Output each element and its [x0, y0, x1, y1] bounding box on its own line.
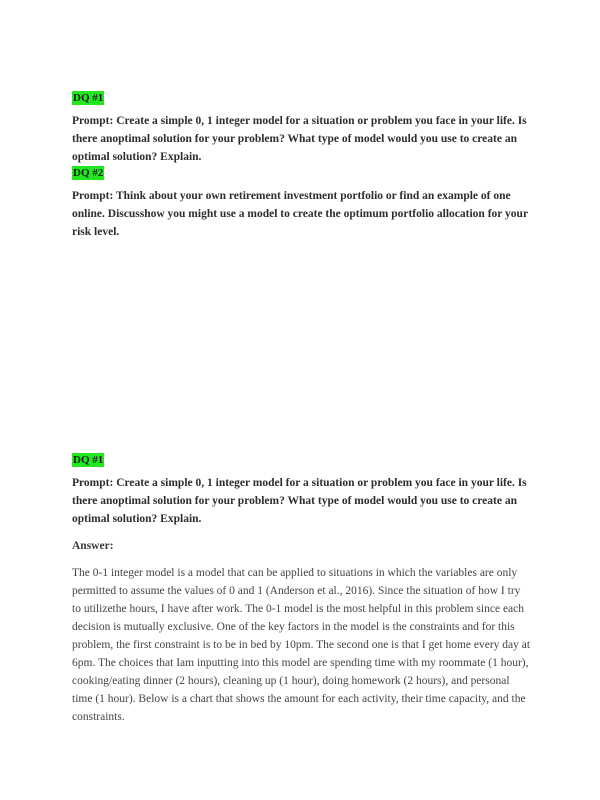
bottom-dq1-section	[72, 450, 532, 726]
prompt-text: Think about your own retirement investment portfolio or find an example of one online. Discusshow you might use a model to create the optimum portfolio allocation for your risk level.	[72, 190, 528, 238]
dq-label: DQ #2	[73, 167, 104, 179]
dq-label: DQ #1	[73, 454, 104, 466]
dq-label: DQ #1	[73, 92, 104, 104]
dq-prompt	[72, 112, 532, 166]
prompt-lead: Prompt:	[72, 190, 114, 202]
answer-label: Answer:	[72, 540, 114, 552]
answer-body: The 0-1 integer model is a model that can be applied to situations in which the variables are only permitted to assume the values of 0 and 1 (Anderson et al., 2016). Since the situation of how I try to utilizethe hours, I have after work. The 0-1 model is the most helpful in this problem since each decision is mutually exclusive. One of the key factors in the model is the constraints and for this problem, the first constraint is to be in bed by 10pm. The second one is that I get home every day at 6pm. The choices that Iam inputting into this model are spending time with my roommate (1 hour), cooking/eating dinner (2 hours), cleaning up (1 hour), doing homework (2 hours), and personal time (1 hour). Below is a chart that shows the amount for each activity, their time capacity, and the constraints.	[72, 567, 531, 723]
top-dq2-section	[72, 163, 532, 241]
dq-prompt	[72, 187, 532, 241]
top-dq1-section	[72, 88, 532, 166]
prompt-lead: Prompt:	[72, 115, 114, 127]
dq-prompt	[72, 474, 532, 528]
prompt-text: Create a simple 0, 1 integer model for a situation or problem you face in your life. Is there anoptimal solution for your problem? What type of model would you use to create an optimal solution? Explain.	[72, 477, 527, 525]
prompt-text: Create a simple 0, 1 integer model for a situation or problem you face in your life. Is there anoptimal solution for your problem? What type of model would you use to create an optimal solution? Explain.	[72, 115, 527, 163]
prompt-lead: Prompt:	[72, 477, 114, 489]
